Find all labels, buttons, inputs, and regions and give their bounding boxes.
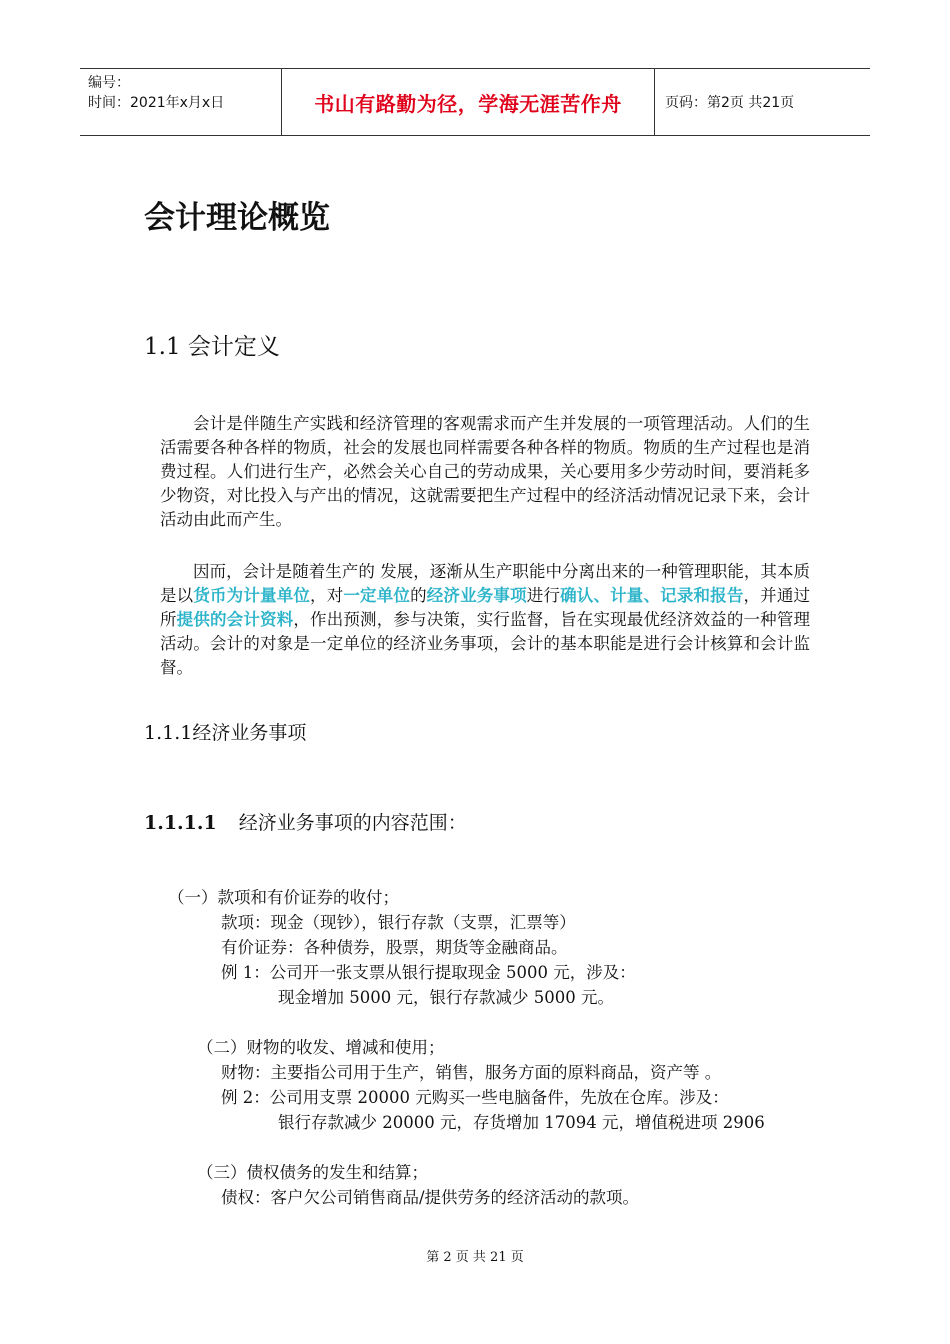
header-meta: [80, 69, 282, 135]
subsubsection-title: 经济业务事项的内容范围：: [238, 812, 467, 834]
list-item: 财物：主要指公司用于生产，销售，服务方面的原料商品，资产等 。: [221, 1063, 722, 1082]
para2-text-2: ，对: [310, 586, 344, 605]
highlight-currency-unit: 货币为计量单位: [193, 586, 311, 605]
list-item: 例 2：公司用支票 20000 元购买一些电脑备件，先放在仓库。涉及：: [221, 1088, 729, 1107]
serial-label: 编号：: [88, 75, 130, 91]
subsubsection-number: 1.1.1.1: [144, 812, 217, 834]
document-title: 会计理论概览: [144, 200, 330, 236]
page-footer: 第 2 页 共 21 页: [426, 1250, 524, 1265]
subsection-heading: 1.1.1经济业务事项: [144, 722, 307, 744]
para2-text-5: ，并通过所: [160, 586, 811, 629]
page-header: [80, 68, 870, 136]
header-motto: 书山有路勤为径，学海无涯苦作舟: [282, 69, 655, 135]
highlight-recognition: 确认、计量、记录和报告: [560, 586, 744, 605]
para2-text-3: 的: [410, 586, 427, 605]
list-item: 现金增加 5000 元，银行存款减少 5000 元。: [278, 988, 614, 1007]
list-item: （一）款项和有价证券的收付；: [168, 888, 399, 907]
subsubsection-heading: [144, 808, 467, 835]
time-label: 时间：2021年x月x日: [88, 95, 225, 111]
para2-text-1: 因而，会计是随着生产的 发展，逐渐从生产职能中分离出来的一种管理职能，其本质是以: [160, 562, 810, 605]
highlight-certain-unit: 一定单位: [343, 586, 411, 605]
para2-text-4: 进行: [526, 586, 561, 605]
list-item: （二）财物的收发、增减和使用；: [197, 1038, 445, 1057]
list-item: 例 1：公司开一张支票从银行提取现金 5000 元，涉及：: [221, 963, 636, 982]
para2-text-6: ，作出预测，参与决策，实行监督，旨在实现最优经济效益的一种管理活动。会计的对象是一定单位的经济业务事项，会计的基本职能是进行会计核算和会计监督。: [160, 610, 811, 677]
list-item: 债权：客户欠公司销售商品/提供劳务的经济活动的款项。: [221, 1188, 640, 1207]
header-page-info: 页码：第2页 共21页: [665, 95, 795, 111]
list-item: 银行存款减少 20000 元，存货增加 17094 元，增值税进项 2906: [278, 1113, 765, 1132]
list-item: 有价证券：各种债券，股票，期货等金融商品。: [221, 938, 568, 957]
highlight-business-matters: 经济业务事项: [426, 586, 527, 605]
list-item: 款项：现金（现钞），银行存款（支票，汇票等）: [221, 913, 576, 932]
paragraph-2: [160, 560, 810, 680]
paragraph-1: 会计是伴随生产实践和经济管理的客观需求而产生并发展的一项管理活动。人们的生活需要各种各样的物质，社会的发展也同样需要各种各样的物质。物质的生产过程也是消费过程。人们进行生产，必然会关心自己的劳动成果，关心要用多少劳动时间，要消耗多少物资，对比投入与产出的情况，这就需要把生产过程中的经济活动情况记录下来，会计活动由此而产生。: [160, 414, 810, 529]
highlight-accounting-info: 提供的会计资料: [176, 610, 294, 629]
list-item: （三）债权债务的发生和结算；: [197, 1163, 428, 1182]
section-heading: 1.1 会计定义: [144, 334, 280, 360]
